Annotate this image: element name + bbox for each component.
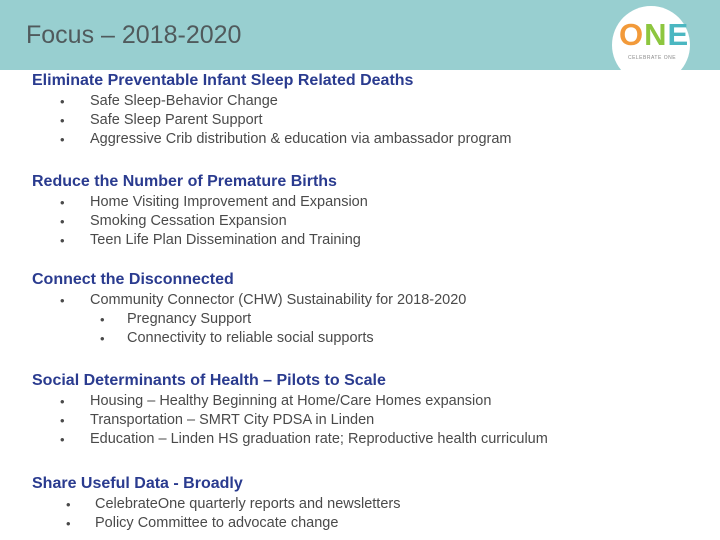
bullet: •: [60, 94, 65, 109]
bullet: •: [60, 394, 65, 409]
slide-title: Focus – 2018-2020: [26, 21, 242, 49]
sub-list-item: Pregnancy Support: [127, 311, 252, 327]
celebrate-one-logo: [608, 6, 696, 72]
sub-bullet: •: [100, 331, 105, 346]
bullet: •: [60, 293, 65, 308]
list-item: Safe Sleep Parent Support: [90, 112, 263, 128]
bullet: •: [60, 113, 65, 128]
section-heading-share-data: Share Useful Data - Broadly: [32, 475, 243, 492]
list-item: Community Connector (CHW) Sustainability for 2018-2020: [90, 292, 467, 308]
bullet: •: [66, 516, 71, 531]
list-item: Safe Sleep-Behavior Change: [90, 93, 278, 109]
list-item: Housing – Healthy Beginning at Home/Care Homes expansion: [90, 393, 492, 409]
list-item: Aggressive Crib distribution & education via ambassador program: [90, 131, 512, 147]
bullet: •: [60, 195, 65, 210]
bullet: •: [60, 413, 65, 428]
bullet: •: [60, 132, 65, 147]
list-item: Education – Linden HS graduation rate; Reproductive health curriculum: [90, 431, 548, 447]
section-heading-social-determinants: Social Determinants of Health – Pilots to Scale: [32, 372, 386, 389]
list-item: CelebrateOne quarterly reports and newsletters: [95, 496, 401, 512]
section-heading-infant-sleep: Eliminate Preventable Infant Sleep Related Deaths: [32, 72, 414, 89]
list-item: Transportation – SMRT City PDSA in Linden: [90, 412, 375, 428]
section-heading-connect-disconnected: Connect the Disconnected: [32, 271, 234, 288]
list-item: Policy Committee to advocate change: [95, 515, 339, 531]
bullet: •: [60, 214, 65, 229]
section-heading-premature-births: Reduce the Number of Premature Births: [32, 173, 337, 190]
list-item: Smoking Cessation Expansion: [90, 213, 287, 229]
logo-tagline: CELEBRATE ONE: [627, 55, 677, 61]
bullet: •: [60, 233, 65, 248]
sub-list-item: Connectivity to reliable social supports: [127, 330, 374, 346]
list-item: Teen Life Plan Dissemination and Training: [90, 232, 361, 248]
list-item: Home Visiting Improvement and Expansion: [90, 194, 368, 210]
logo-wordmark: ONE: [619, 17, 690, 52]
bullet: •: [66, 497, 71, 512]
bullet: •: [60, 432, 65, 447]
sub-bullet: •: [100, 312, 105, 327]
